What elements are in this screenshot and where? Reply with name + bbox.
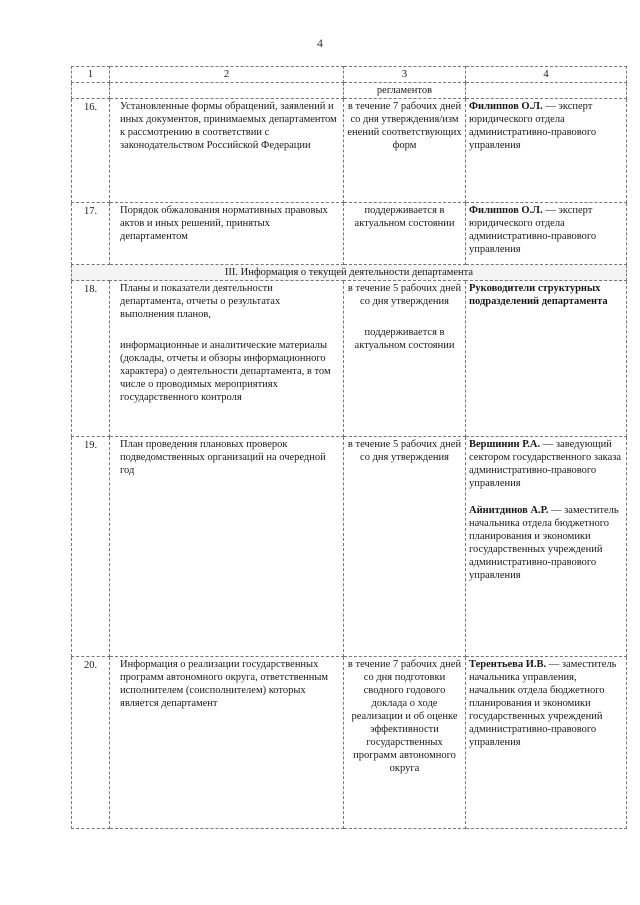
column-number-2: 2 bbox=[110, 67, 344, 83]
row-responsible bbox=[466, 437, 627, 657]
row-description: План проведения плановых проверок подведомственных организаций на очередной год bbox=[110, 437, 344, 657]
table-row-17 bbox=[72, 203, 627, 265]
responsible-name: Айнитдинов А.Р. bbox=[469, 505, 549, 516]
table-row-19 bbox=[72, 437, 627, 657]
responsible-name: Терентьева И.В. bbox=[469, 659, 547, 670]
row-number: 20. bbox=[72, 657, 110, 829]
responsible-name: Руководители структурных подразделений департамента bbox=[469, 283, 608, 307]
row-responsible bbox=[466, 281, 627, 437]
continuation-row bbox=[72, 83, 627, 99]
row-deadline: поддерживается в актуальном состоянии bbox=[344, 203, 466, 265]
table-header-row bbox=[72, 67, 627, 83]
row-description: Информация о реализации государственных программ автономного округа, ответственным исполнителем (соисполнителем) которых является департамент bbox=[110, 657, 344, 829]
page-number: 4 bbox=[317, 36, 323, 50]
row-number: 18. bbox=[72, 281, 110, 437]
table-row-16 bbox=[72, 99, 627, 203]
column-number-4: 4 bbox=[466, 67, 627, 83]
row-description-materials: информационные и аналитические материалы (доклады, отчеты и обзоры информационного характера) о деятельности департамента, в том числе о проводимых мероприятиях государственного контроля bbox=[120, 340, 331, 403]
table-row-18 bbox=[72, 281, 627, 437]
row-responsible bbox=[466, 657, 627, 829]
row-number: 19. bbox=[72, 437, 110, 657]
column-number-1: 1 bbox=[72, 67, 110, 83]
row-description: Порядок обжалования нормативных правовых актов и иных решений, принятых департаментом bbox=[110, 203, 344, 265]
responsible-position: — эксперт юридического отдела административно-правового управления bbox=[469, 205, 597, 255]
row-deadline: в течение 7 рабочих дней со дня подготовки сводного годового доклада о ходе реализации и об оценке эффективности государственных программ автономного округа bbox=[344, 657, 466, 829]
row-deadline: в течение 5 рабочих дней со дня утверждения bbox=[344, 437, 466, 657]
row-description-plans: Планы и показатели деятельности департамента, отчеты о результатах выполнения планов, bbox=[120, 283, 281, 320]
responsible-position: — заместитель начальника управления, начальник отдела бюджетного планирования и экономики государственных учреждений административно-правового управления bbox=[469, 659, 617, 748]
row-responsible bbox=[466, 203, 627, 265]
responsible-name: Вершинин Р.А. bbox=[469, 439, 541, 450]
row-description bbox=[110, 281, 344, 437]
column-number-3: 3 bbox=[344, 67, 466, 83]
row-deadline-materials: поддерживается в актуальном состоянии bbox=[354, 327, 455, 351]
responsible-position: — эксперт юридического отдела административно-правового управления bbox=[469, 101, 597, 151]
row-deadline-plans: в течение 5 рабочих дней со дня утверждения bbox=[347, 283, 462, 307]
row-deadline: в течение 7 рабочих дней со дня утверждения/изм енений соответствующих форм bbox=[344, 99, 466, 203]
responsible-name: Филиппов О.Л. bbox=[469, 101, 543, 112]
section-heading-row bbox=[72, 265, 627, 281]
row-deadline bbox=[344, 281, 466, 437]
row-description: Установленные формы обращений, заявлений и иных документов, принимаемых департаментом к рассмотрению в соответствии с законодательством Российской Федерации bbox=[110, 99, 344, 203]
information-table bbox=[71, 66, 627, 829]
continuation-deadline: регламентов bbox=[344, 83, 466, 99]
responsible-position: — заместитель начальника отдела бюджетного планирования и экономики государственных учреждений административно-правового управления bbox=[469, 505, 619, 581]
table-row-20 bbox=[72, 657, 627, 829]
row-number: 17. bbox=[72, 203, 110, 265]
responsible-name: Филиппов О.Л. bbox=[469, 205, 543, 216]
responsible-position: — заведующий сектором государственного заказа административно-правового управления bbox=[469, 439, 622, 489]
row-responsible bbox=[466, 99, 627, 203]
row-number: 16. bbox=[72, 99, 110, 203]
section-title: III. Информация о текущей деятельности департамента bbox=[72, 265, 627, 281]
